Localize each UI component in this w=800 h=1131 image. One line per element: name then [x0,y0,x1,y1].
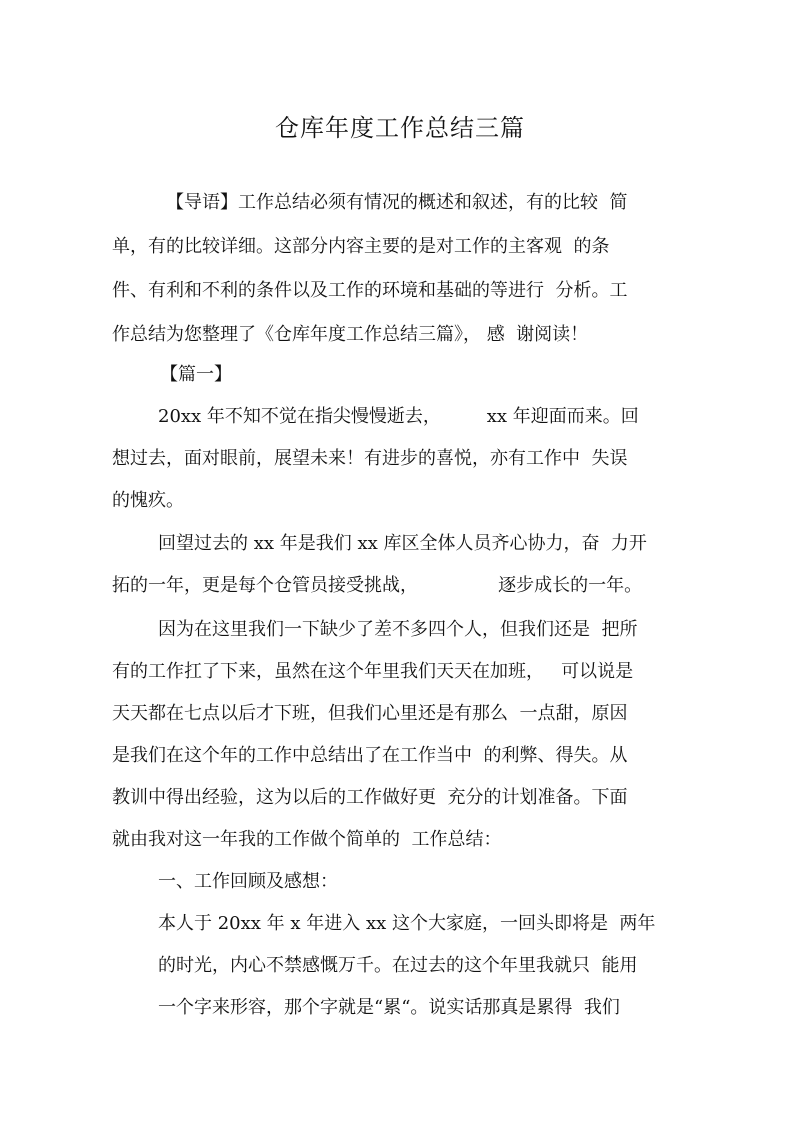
document-title: 仓库年度工作总结三篇 [275,114,525,142]
body-line: 的愧疚。 [112,490,184,511]
body-line: 想过去，面对眼前，展望未来！有进步的喜悦，亦有工作中 失误 [112,448,628,469]
body-line: 天天都在七点以后才下班，但我们心里还是有那么 一点甜，原因 [112,703,628,724]
body-line: 回望过去的 xx 年是我们 xx 库区全体人员齐心协力，奋 力开 [158,533,647,554]
body-line: 教训中得出经验，这为以后的工作做好更 充分的计划准备。下面 [112,787,628,808]
body-line: 就由我对这一年我的工作做个简单的 工作总结： [112,829,502,850]
body-line: 拓的一年，更是每个仓管员接受挑战， 逐步成长的一年。 [112,575,643,596]
section-heading: 【篇一】 [160,364,232,385]
body-line: 的时光，内心不禁感慨万千。在过去的这个年里我就只 能用 [158,955,638,976]
subsection-heading: 一、工作回顾及感想： [158,871,338,892]
body-line: 是我们在这个年的工作中总结出了在工作当中 的利弊、得失。从 [112,745,628,766]
body-line: 作总结为您整理了《仓库年度工作总结三篇》， 感 谢阅读！ [112,324,589,345]
body-line: 因为在这里我们一下缺少了差不多四个人，但我们还是 把所 [158,619,638,640]
body-line: 有的工作扛了下来，虽然在这个年里我们天天在加班， 可以说是 [112,661,634,682]
body-line: 【导语】工作总结必须有情况的概述和叙述，有的比较 简 [166,192,628,213]
body-line: 件、有利和不利的条件以及工作的环境和基础的等进行 分析。工 [112,280,628,301]
body-line: 单，有的比较详细。这部分内容主要的是对工作的主客观 的条 [112,236,610,257]
body-line: 本人于 20xx 年 x 年进入 xx 这个大家庭，一回头即将是 两年 [158,913,656,934]
body-line: 一个字来形容，那个字就是“累“。说实话那真是累得 我们 [158,997,620,1018]
body-line: 20xx 年不知不觉在指尖慢慢逝去， xx 年迎面而来。回 [158,406,639,427]
